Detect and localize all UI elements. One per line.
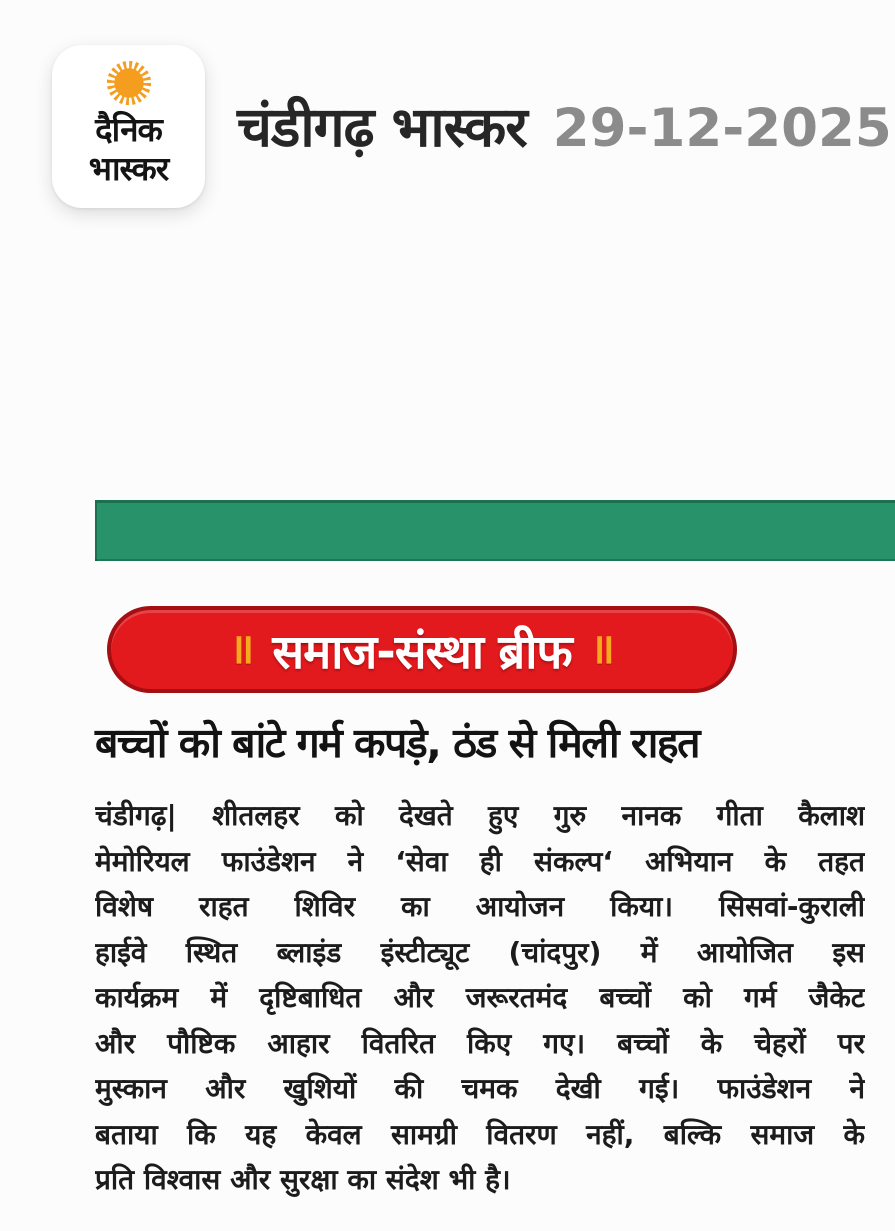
sun-icon [103,57,155,109]
article-headline: बच्चों को बांटे गर्म कपड़े, ठंड से मिली राहत [95,719,699,767]
article-body-line: बताया कि यह केवल सामग्री वितरण नहीं, बल्कि समाज के [95,1117,865,1151]
article-body-line: प्रति विश्वास और सुरक्षा का संदेश भी है। [95,1163,511,1196]
section-badge-label: समाज-संस्था ब्रीफ [272,624,572,680]
article-body-line: कार्यक्रम में दृष्टिबाधित और जरूरतमंद बच्चों को गर्म जैकेट [95,981,865,1014]
publication-date: 29-12-2025 [552,98,892,159]
article-body-line: विशेष राहत शिविर का आयोजन किया। सिसवां-कुराली [95,890,865,923]
double-danda-left-icon: ॥ [229,624,255,673]
double-danda-right-icon: ॥ [589,624,615,673]
dainik-bhaskar-logo [52,45,205,208]
article-body-line: चंडीगढ़| शीतलहर को देखते हुए गुरु नानक गीता कैलाश [95,799,865,832]
logo-name-line2: भास्कर [88,149,169,188]
article-body-line: मुस्कान और खुशियों की चमक देखी गई। फाउंडेशन ने [95,1072,865,1105]
article-body-line: हाईवे स्थित ब्लाइंड इंस्टीट्यूट (चांदपुर) में आयोजित इस [95,935,865,969]
article-body-line: मेमोरियल फाउंडेशन ने ‘सेवा ही संकल्प‘ अभियान के तहत [95,844,865,878]
logo-name-line1: दैनिक [95,110,162,149]
article-body [95,793,865,1203]
section-badge [107,606,737,693]
green-divider-bar [95,500,895,561]
header-title-row [237,88,892,163]
article-body-line: और पौष्टिक आहार वितरित किए गए। बच्चों के चेहरों पर [95,1026,865,1060]
edition-title: चंडीगढ़ भास्कर [237,95,527,159]
